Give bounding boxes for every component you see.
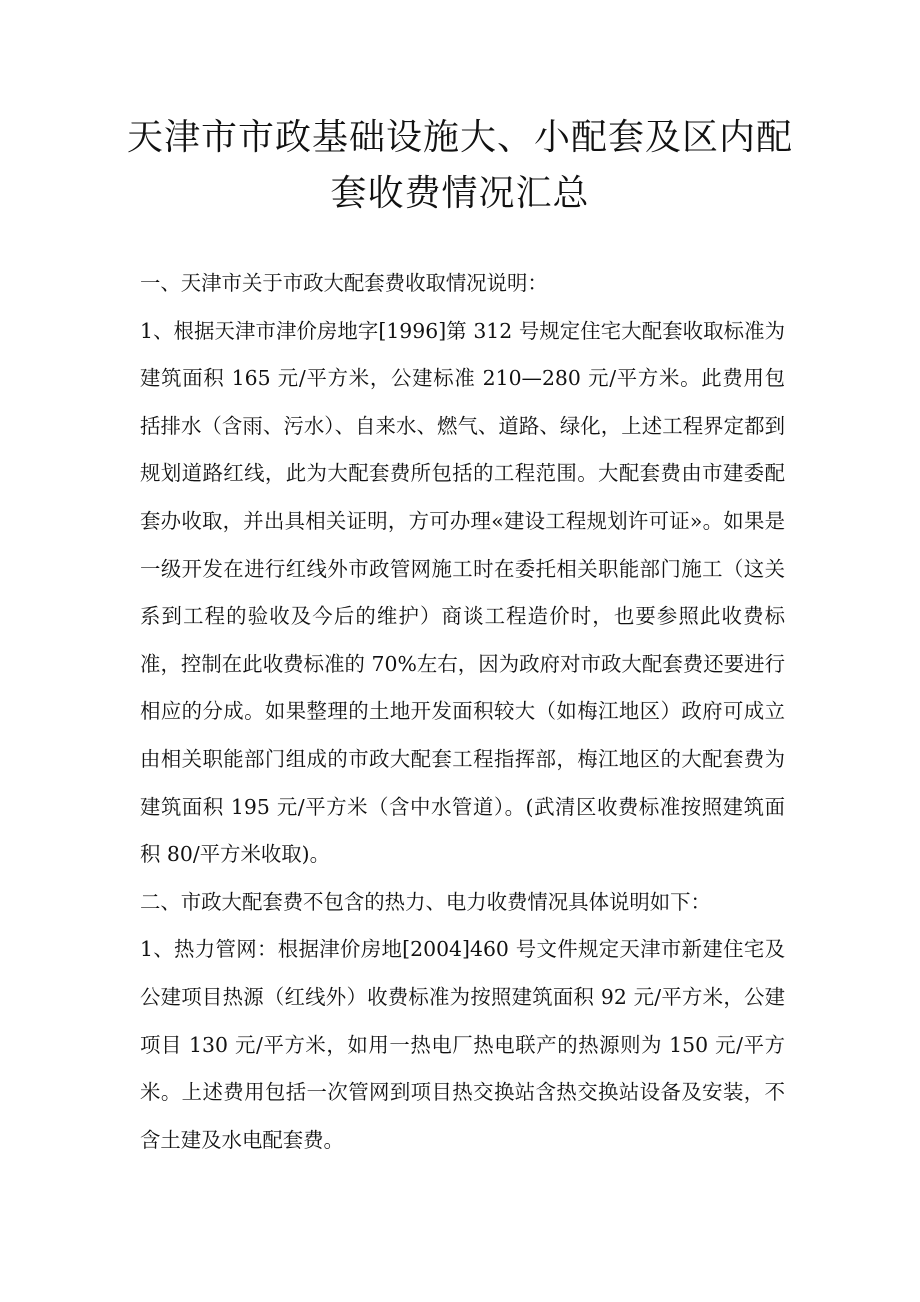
paragraph-reli: 1、热力管网：根据津价房地[2004]460 号文件规定天津市新建住宅及公建项目热源（红线外）收费标准为按照建筑面积 92 元/平方米，公建项目 130 元/平方米，如用一热电厂热电联产的热源则为 150 元/平方米。上述费用包括一次管网到项目热交换站含热交换站设备及安装，不含土建及水电配套费。 bbox=[140, 937, 785, 1152]
document-body bbox=[140, 260, 785, 1164]
paragraph-dapeitao: 1、根据天津市津价房地字[1996]第 312 号规定住宅大配套收取标准为建筑面积 165 元/平方米，公建标准 210—280 元/平方米。此费用包括排水（含雨、污水）、自来水、燃气、道路、绿化，上述工程界定都到规划道路红线，此为大配套费所包括的工程范围。大配套费由市建委配套办收取，并出具相关证明，方可办理«建设工程规划许可证»。如果是一级开发在进行红线外市政管网施工时在委托相关职能部门施工（这关系到工程的验收及今后的维护）商谈工程造价时，也要参照此收费标准，控制在此收费标准的 70%左右，因为政府对市政大配套费还要进行相应的分成。如果整理的土地开发面积较大（如梅江地区）政府可成立由相关职能部门组成的市政大配套工程指挥部，梅江地区的大配套费为建筑面积 195 元/平方米（含中水管道）。(武清区收费标准按照建筑面积 80/平方米收取)。 bbox=[140, 318, 785, 867]
section-heading-2: 二、市政大配套费不包含的热力、电力收费情况具体说明如下： bbox=[140, 889, 711, 914]
title-line-1: 天津市市政基础设施大、小配套及区内配 bbox=[126, 117, 793, 158]
title-line-2: 套收费情况汇总 bbox=[330, 173, 590, 214]
section-heading-1: 一、天津市关于市政大配套费收取情况说明： bbox=[140, 271, 548, 295]
document-title bbox=[100, 110, 820, 222]
